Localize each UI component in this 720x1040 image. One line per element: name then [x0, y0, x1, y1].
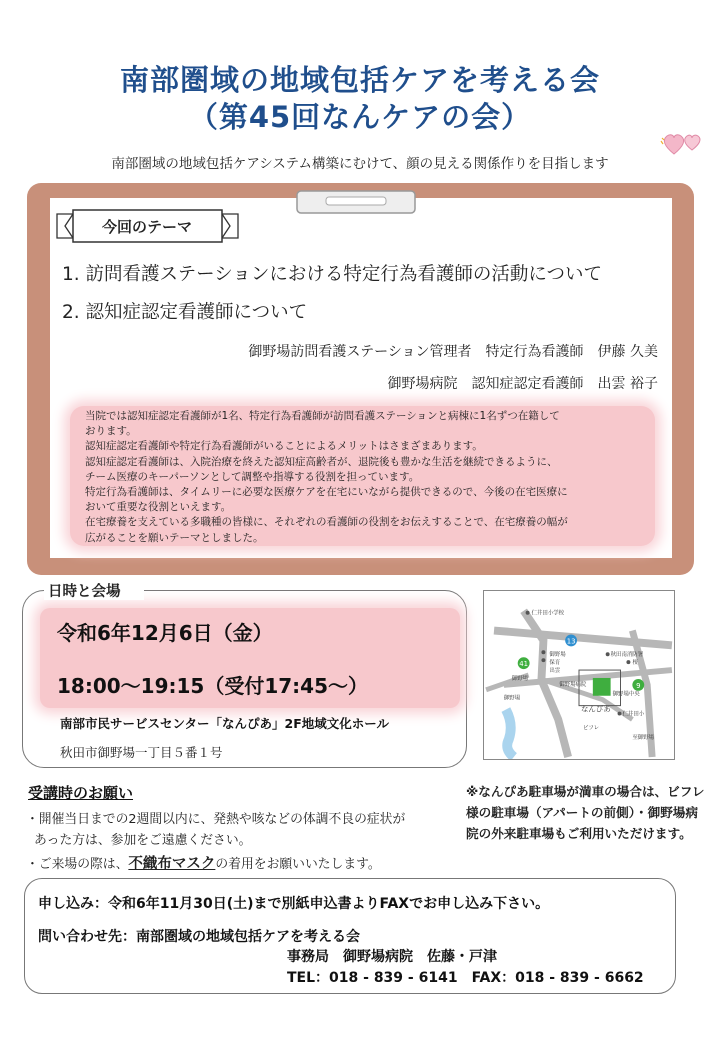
map-route-number: 9 [636, 681, 641, 690]
map-route-number: 41 [519, 660, 529, 669]
map-label: 出雲 [549, 668, 561, 675]
mask-emphasis: 不織布マスク [128, 856, 216, 872]
map-route-number: 13 [566, 637, 576, 646]
application-deadline: 申し込み：令和6年11月30日(土)まで別紙申込書よりFAXでお申し込み下さい。 [38, 896, 550, 912]
description-line: 認知症認定看護師や特定行為看護師がいることによるメリットはさまざまあります。 [85, 440, 483, 453]
event-time: 18:00〜19:15（受付17:45〜） [57, 674, 368, 698]
theme-item-1: 1. 訪問看護ステーションにおける特定行為看護師の活動について [62, 264, 603, 285]
map-label: 御野場 [503, 695, 521, 702]
datetime-venue-label: 日時と会場 [44, 580, 144, 600]
event-address: 秋田市御野場一丁目５番１号 [60, 745, 223, 760]
description-line: 広がることを願いテーマとしました。 [85, 531, 264, 544]
request-text: の着用をお願いいたします。 [215, 857, 381, 872]
map-label: 御野場 [549, 652, 566, 659]
description-line: 在宅療養を支えている多職種の皆様に、それぞれの看護師の役割をお伝えすることで、在宅療養の幅が [85, 516, 568, 529]
parking-note: ※なんぴあ駐車場が満車の場合は、ビフレ様の駐車場（アパートの前側）・御野場病院の外来駐車場もご利用いただけます。 [466, 784, 705, 841]
map-label: 桜 [632, 660, 638, 667]
map-label: なんぴあ [580, 704, 611, 714]
map-label: 御野場病院 [559, 681, 587, 688]
map-label: 仁井田小 [622, 711, 645, 718]
description-line: 当院では認知症認定看護師が1名、特定行為看護師が訪問看護ステーションと病棟に1名ずつ在籍して [85, 410, 560, 422]
contact-office: 事務局 御野場病院 佐藤・戸津 [287, 949, 497, 965]
contact-title: 問い合わせ先：南部圏域の地域包括ケアを考える会 [38, 929, 360, 945]
description-line: おいて重要な役割といえます。 [85, 501, 232, 514]
description-line: チーム医療のキーパーソンとして調整や指導する役割を担っています。 [85, 470, 420, 483]
request-line [26, 852, 381, 873]
description-line: おります。 [85, 425, 137, 438]
map-label: 秋田南消防署 [610, 652, 644, 659]
map-label: 仁井田小学校 [531, 610, 565, 617]
map-label: 御野場中央 [612, 691, 640, 698]
map-label: 御野場 [511, 675, 529, 682]
subtitle: 南部圏域の地域包括ケアシステム構築にむけて、顔の見える関係作りを目指します [111, 156, 609, 172]
speaker-2: 御野場病院 認知症認定看護師 出雲 裕子 [387, 376, 658, 392]
description-line: 特定行為看護師は、タイムリーに必要な医療ケアを在宅にいながら提供できるので、今後の在宅医療に [85, 486, 568, 499]
venue-map [483, 590, 675, 760]
event-venue: 南部市民サービスセンター「なんぴあ」2F地域文化ホール [60, 716, 389, 731]
contact-phone-fax: TEL：018 - 839 - 6141 FAX：018 - 839 - 6662 [287, 970, 644, 986]
description [85, 409, 645, 546]
request-line: ・開催当日までの2週間以内に、発熱や咳などの体調不良の症状が [26, 812, 406, 827]
speaker-1: 御野場訪問看護ステーション管理者 特定行為看護師 伊藤 久美 [248, 344, 658, 360]
theme-label: 今回のテーマ [101, 218, 192, 236]
description-line: 認知症認定看護師は、入院治療を終えた認知症高齢者が、退院後も豊かな生活を継続できるように、 [85, 455, 558, 468]
request-title: 受講時のお願い [28, 784, 134, 802]
page-title: 南部圏域の地域包括ケアを考える会 [119, 63, 600, 97]
theme-item-2: 2. 認知症認定看護師について [62, 302, 308, 323]
clip-icon [296, 190, 416, 214]
map-label: 至御野場 [632, 735, 655, 742]
map-label: 保育 [549, 660, 561, 667]
map-label: ビフレ [582, 725, 600, 732]
event-date: 令和6年12月6日（金） [57, 621, 273, 645]
page-title-session: （第45回なんケアの会） [188, 100, 532, 134]
request-line: あった方は、参加をご遠慮ください。 [34, 833, 252, 848]
request-text: ・ご来場の際は、 [26, 857, 129, 872]
